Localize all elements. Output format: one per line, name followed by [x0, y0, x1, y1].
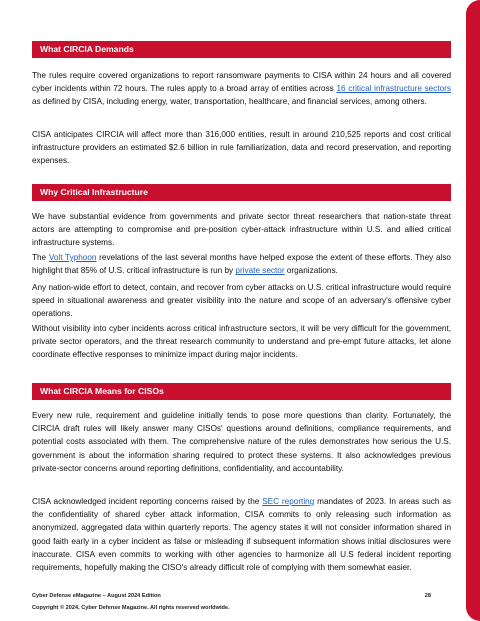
paragraph: The Volt Typhoon revelations of the last several months have helped expose the extent of these efforts. They also highlight that 85% of U.S. critical infrastructure is run by private sector organizations.: [32, 253, 451, 276]
paragraph: The rules require covered organizations to report ransomware payments to CISA within 24 hours and all covered cyber incidents within 72 hours. The rules apply to a broad array of entities across 16 critical infrastructure sectors as defined by CISA, including energy, water, transportation, healthcare, and financial services, among others.: [32, 71, 451, 107]
paragraph: CISA anticipates CIRCIA will affect more than 316,000 entities, result in around 210,525 reports and cost critical infrastructure providers an estimated $2.6 billion in rule familiarization, data and record preservation, and reporting expenses.: [32, 130, 451, 166]
paragraph: Any nation-wide effort to detect, contain, and recover from cyber attacks on U.S. critical infrastructure would require speed in situational awareness and greater visibility into the nature and scope of an adversary's offensive cyber operations.: [32, 283, 451, 319]
page-edge-accent: [466, 0, 480, 621]
paragraph: Every new rule, requirement and guideline initially tends to pose more questions than clarity. Fortunately, the CIRCIA draft rules will likely answer many CISOs' questions around definitions, compliance requirements, and potential costs associated with them. The comprehensive nature of the rules demonstrates how serious the U.S. government is about the information sharing required to protect these systems. It also acknowledges previous private-sector concerns around reporting definitions, confidentiality, and accountability.: [32, 411, 451, 473]
paragraph: We have substantial evidence from governments and private sector threat researchers that nation-state threat actors are attempting to compromise and pre-position cyber-attack infrastructure within U.S. and allied critical infrastructure systems.: [32, 212, 451, 248]
section-heading-circia-for-cisos: What CIRCIA Means for CISOs: [32, 383, 451, 400]
section-heading-why-critical-infrastructure: Why Critical Infrastructure: [32, 184, 451, 201]
link-private-sector[interactable]: private sector: [235, 266, 285, 276]
section-heading-circia-demands: What CIRCIA Demands: [32, 41, 451, 58]
footer-edition: Cyber Defense eMagazine – August 2024 Edition 28: [32, 593, 431, 599]
footer-copyright: Copyright © 2024, Cyber Defense Magazine. All rights reserved worldwide.: [32, 605, 230, 611]
paragraph: Without visibility into cyber incidents across critical infrastructure sectors, it will be very difficult for the government, private sector operators, and the threat research community to understand and pre-empt future attacks, let alone coordinate effective responses to minimize impact during major incidents.: [32, 324, 451, 360]
link-sec-reporting[interactable]: SEC reporting: [262, 497, 315, 506]
paragraph: CISA acknowledged incident reporting concerns raised by the SEC reporting mandates of 2023. In areas such as the confidentiality of shared cyber attack information, CISA commits to only releasing such information as anonymized, aggregated data within quarterly reports. The agency states it will not consider information shared in good faith early in a cyber incident as false or misleading if subsequent information shows initial disclosures were inaccurate. CISA even commits to working with other agencies to harmonize all U.S federal incident reporting requirements, hopefully making the CISO's already difficult role of complying with them somewhat easier.: [32, 497, 451, 573]
link-critical-sectors[interactable]: 16 critical infrastructure sectors: [336, 84, 451, 94]
link-volt-typhoon[interactable]: Volt Typhoon: [48, 253, 97, 262]
page-number: 28: [424, 593, 431, 599]
